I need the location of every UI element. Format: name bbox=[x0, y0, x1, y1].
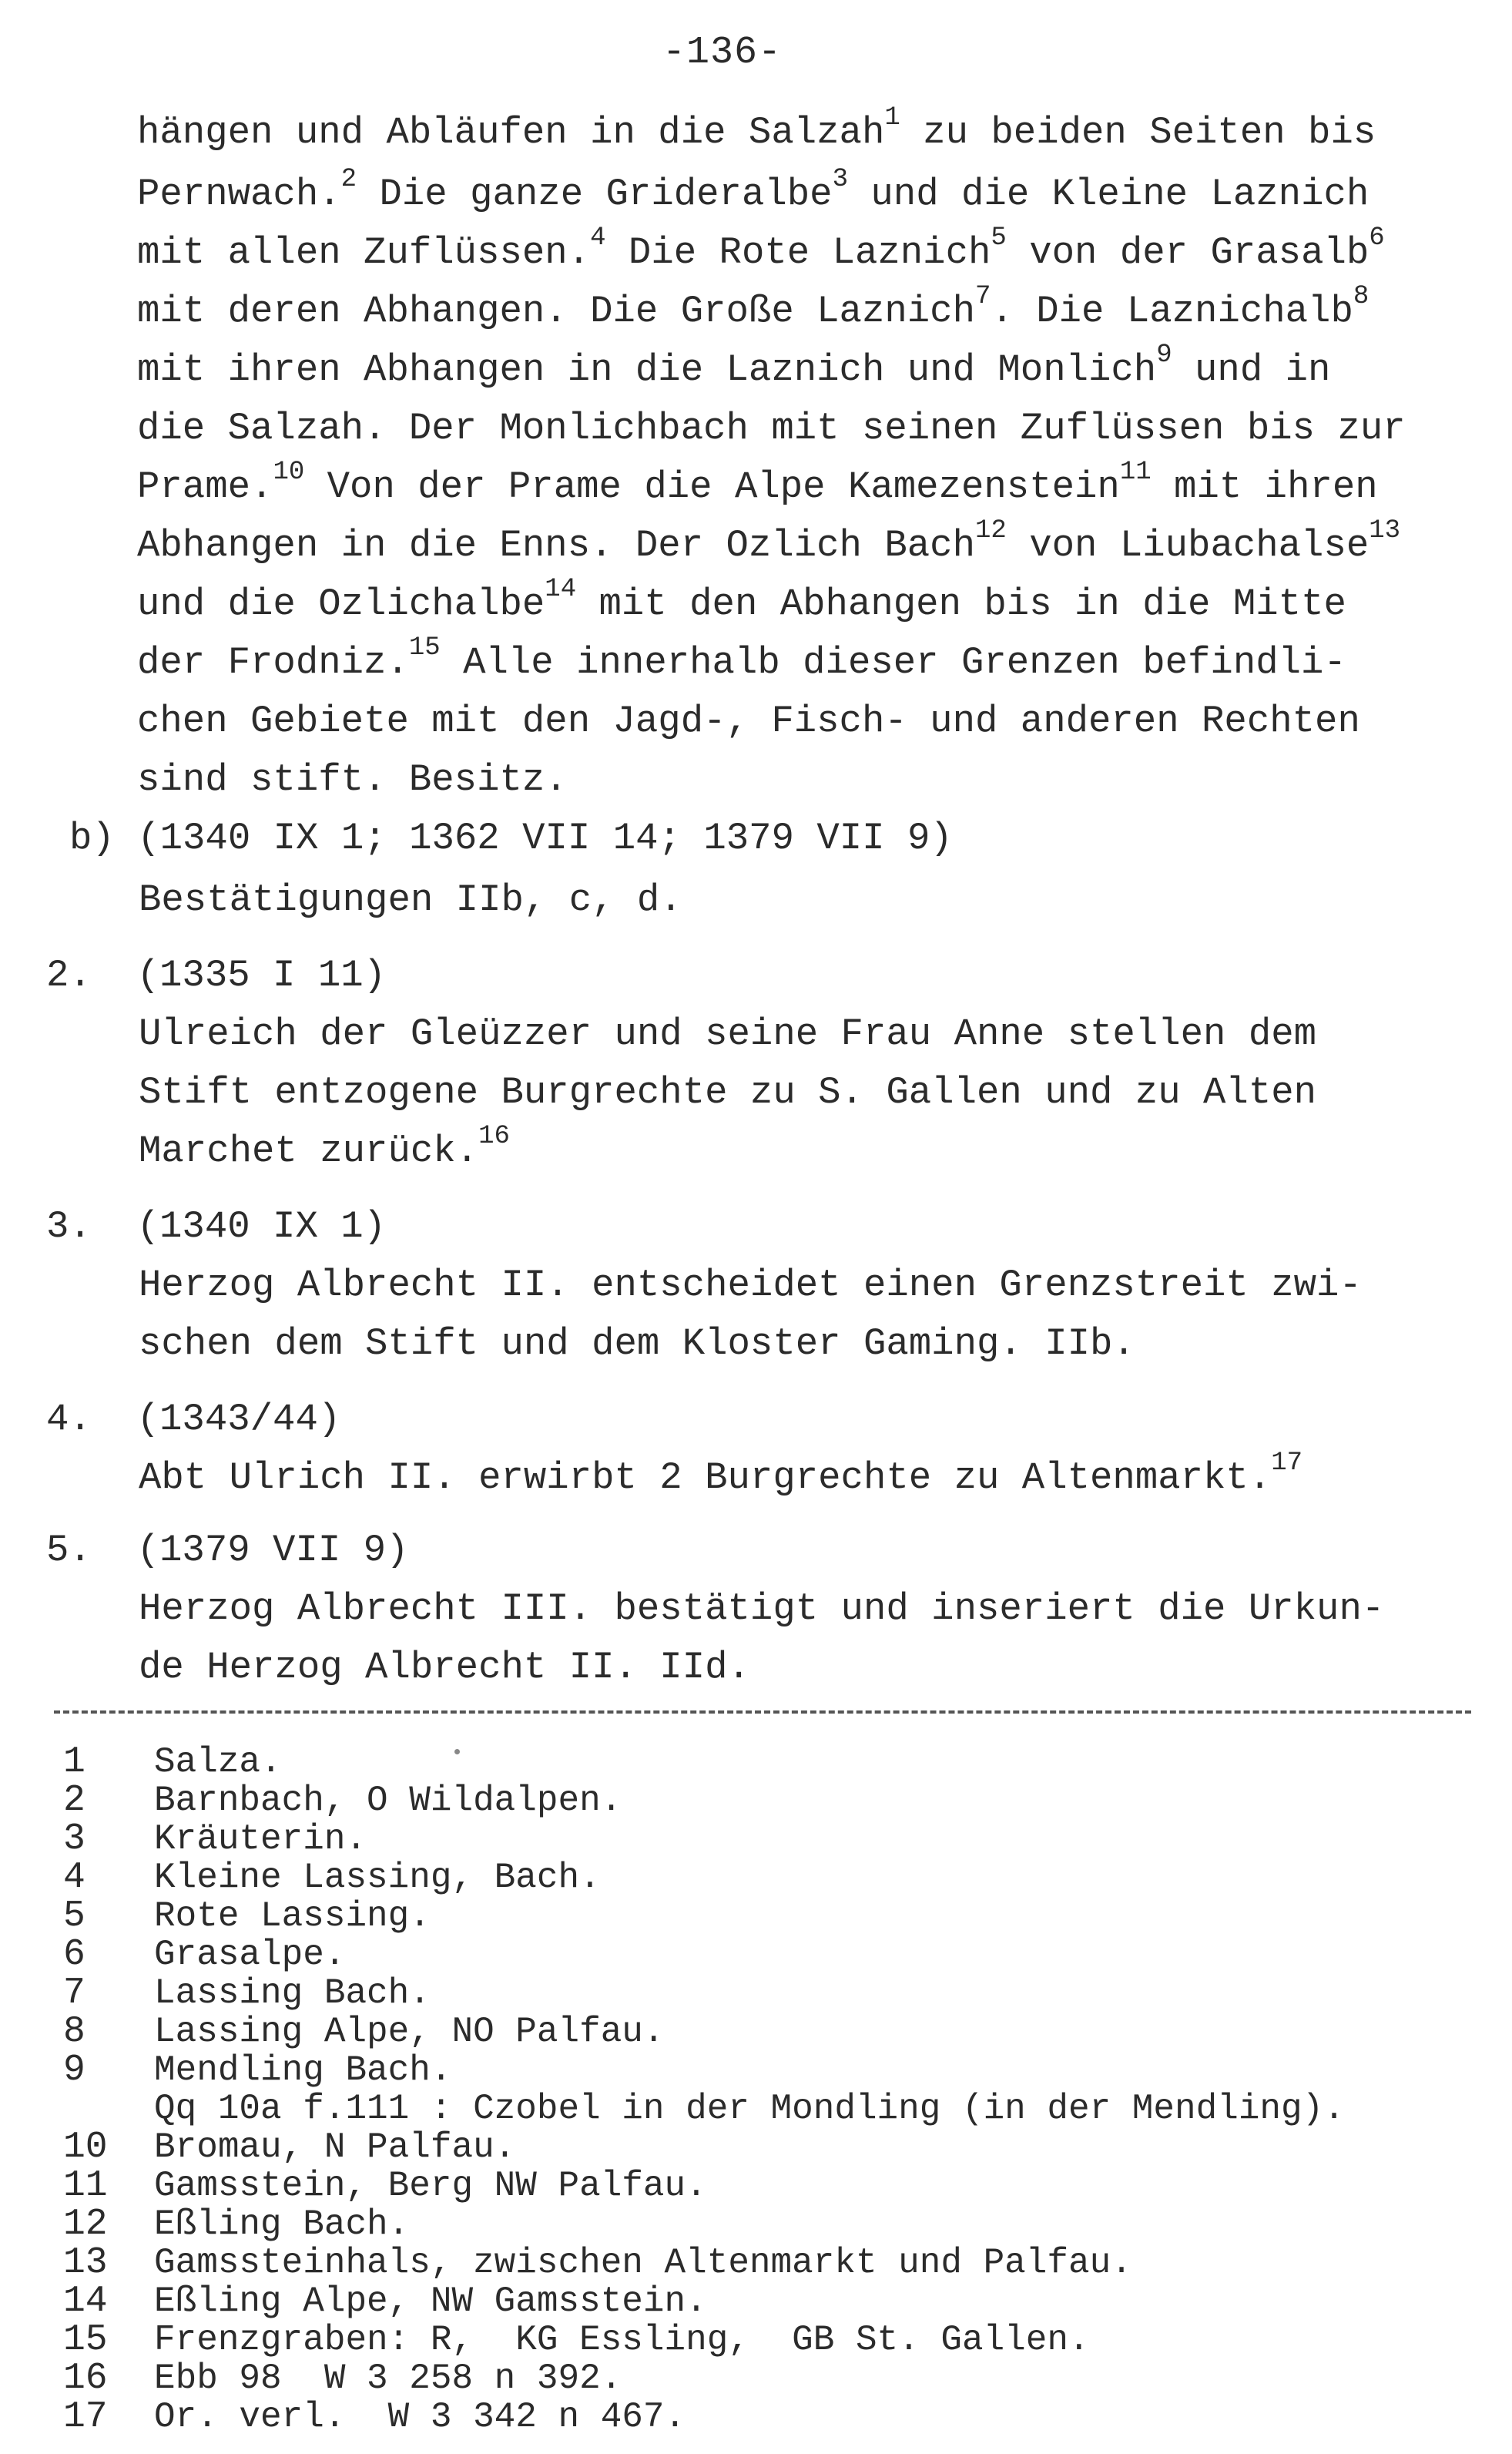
text-line bbox=[139, 1122, 510, 1174]
text-run: zu beiden Seiten bis bbox=[900, 111, 1376, 154]
text-line bbox=[46, 1396, 340, 1442]
footnote-number: 2 bbox=[63, 1780, 85, 1821]
footnote-text: Grasalpe. bbox=[154, 1935, 346, 1975]
footnote-number: 9 bbox=[63, 2049, 85, 2091]
text-run: Herzog Albrecht II. entscheidet einen Grenzstreit zwi- bbox=[139, 1264, 1362, 1307]
text-line bbox=[137, 341, 1331, 393]
text-run: und die Ozlichalbe bbox=[137, 582, 545, 626]
footnote-number: 4 bbox=[63, 1857, 85, 1898]
text-run: b) (1340 IX 1; 1362 VII 14; 1379 VII 9) bbox=[69, 817, 953, 860]
footnote-number: 6 bbox=[63, 1934, 85, 1976]
footnote-number: 5 bbox=[63, 1895, 85, 1937]
footnote-ref: 17 bbox=[1271, 1449, 1303, 1478]
text-run: hängen und Abläufen in die Salzah bbox=[137, 111, 885, 154]
footnote-text: Eßling Bach. bbox=[154, 2204, 410, 2244]
text-run: mit den Abhangen bis in die Mitte bbox=[576, 582, 1346, 626]
text-run: mit allen Zuflüssen. bbox=[137, 231, 591, 274]
footnote-number: 7 bbox=[63, 1972, 85, 2014]
footnote-text: Mendling Bach. bbox=[154, 2050, 452, 2090]
text-run: von Liubachalse bbox=[1006, 524, 1370, 567]
footnote-text: Kleine Lassing, Bach. bbox=[154, 1858, 601, 1898]
text-run: der Frodniz. bbox=[137, 641, 409, 684]
footnote-text: Kräuterin. bbox=[154, 1819, 367, 1859]
footnote-ref: 8 bbox=[1353, 282, 1370, 311]
footnote-text: Ebb 98 W 3 258 n 392. bbox=[154, 2358, 622, 2399]
footnote-ref: 14 bbox=[545, 575, 577, 604]
text-run: Marchet zurück. bbox=[139, 1130, 479, 1173]
text-run: 4. (1343/44) bbox=[46, 1398, 341, 1441]
text-line bbox=[137, 698, 1360, 744]
page-number: -136- bbox=[662, 31, 783, 75]
text-line bbox=[137, 282, 1370, 334]
footnote-ref: 16 bbox=[478, 1122, 510, 1151]
footnote-ref: 7 bbox=[974, 282, 991, 311]
footnote-ref: 12 bbox=[974, 516, 1007, 546]
text-line bbox=[137, 516, 1401, 569]
text-run: Alle innerhalb dieser Grenzen befindli- bbox=[440, 641, 1346, 684]
footnote-ref: 9 bbox=[1156, 341, 1172, 370]
text-line bbox=[46, 952, 386, 999]
footnote-ref: 4 bbox=[590, 223, 606, 253]
text-run: von der Grasalb bbox=[1006, 231, 1370, 274]
text-line bbox=[46, 1527, 408, 1573]
text-run: Abhangen in die Enns. Der Ozlich Bach bbox=[137, 524, 975, 567]
text-run: mit ihren Abhangen in die Laznich und Monlich bbox=[137, 348, 1157, 391]
text-line bbox=[139, 1644, 750, 1690]
text-line bbox=[139, 877, 682, 923]
text-run: de Herzog Albrecht II. IId. bbox=[139, 1646, 750, 1689]
text-line bbox=[137, 575, 1346, 627]
footnote-ref: 15 bbox=[408, 633, 441, 663]
footnote-text: Frenzgraben: R, KG Essling, GB St. Gallen. bbox=[154, 2320, 1090, 2360]
text-run: Pernwach. bbox=[137, 173, 341, 216]
footnote-ref: 11 bbox=[1119, 458, 1152, 487]
footnote-text: Or. verl. W 3 342 n 467. bbox=[154, 2397, 686, 2437]
footnote-separator bbox=[54, 1710, 1471, 1714]
text-run: Herzog Albrecht III. bestätigt und inseriert die Urkun- bbox=[139, 1587, 1385, 1630]
text-line bbox=[139, 1321, 1135, 1367]
text-line bbox=[139, 1449, 1303, 1501]
text-line bbox=[139, 1262, 1362, 1308]
text-run: . Die Laznichalb bbox=[991, 290, 1353, 333]
text-line bbox=[139, 1011, 1316, 1057]
text-run: mit ihren bbox=[1151, 465, 1378, 509]
text-line bbox=[137, 757, 568, 803]
footnote-number: 16 bbox=[63, 2358, 108, 2399]
footnote-text: Lassing Bach. bbox=[154, 1973, 431, 2013]
text-run: die Salzah. Der Monlichbach mit seinen Zuflüssen bis zur bbox=[137, 407, 1406, 450]
footnote-text: Qq 10a f.111 : Czobel in der Mondling (in der Mendling). bbox=[154, 2089, 1345, 2129]
footnote-number: 17 bbox=[63, 2396, 108, 2438]
footnote-text: Rote Lassing. bbox=[154, 1896, 431, 1936]
footnote-number: 11 bbox=[63, 2165, 108, 2207]
footnote-text: Eßling Alpe, NW Gamsstein. bbox=[154, 2281, 707, 2321]
text-line bbox=[139, 1586, 1384, 1632]
footnote-number: 8 bbox=[63, 2011, 85, 2053]
paper-speck bbox=[454, 1749, 460, 1754]
text-run: 2. (1335 I 11) bbox=[46, 954, 387, 997]
text-line bbox=[69, 815, 953, 861]
footnote-number: 3 bbox=[63, 1818, 85, 1860]
footnote-ref: 5 bbox=[991, 223, 1007, 253]
text-line bbox=[137, 165, 1370, 217]
footnote-text: Salza. bbox=[154, 1742, 282, 1782]
footnote-text: Lassing Alpe, NO Palfau. bbox=[154, 2012, 665, 2052]
footnote-text: Bromau, N Palfau. bbox=[154, 2127, 516, 2167]
footnote-ref: 6 bbox=[1369, 223, 1385, 253]
footnote-number: 12 bbox=[63, 2204, 108, 2245]
text-run: 3. (1340 IX 1) bbox=[46, 1205, 387, 1248]
text-line bbox=[46, 1204, 386, 1250]
text-run: und die Kleine Laznich bbox=[847, 173, 1370, 216]
text-run: chen Gebiete mit den Jagd-, Fisch- und anderen Rechten bbox=[137, 700, 1360, 743]
text-run: mit deren Abhangen. Die Große Laznich bbox=[137, 290, 975, 333]
footnote-ref: 13 bbox=[1369, 516, 1401, 546]
text-run: Prame. bbox=[137, 465, 273, 509]
text-line bbox=[137, 458, 1378, 510]
text-line bbox=[137, 405, 1406, 452]
text-run: 5. (1379 VII 9) bbox=[46, 1529, 409, 1572]
footnote-ref: 3 bbox=[832, 165, 848, 194]
text-run: Ulreich der Gleüzzer und seine Frau Anne stellen dem bbox=[139, 1012, 1317, 1056]
text-run: Bestätigungen IIb, c, d. bbox=[139, 878, 682, 922]
footnote-number: 10 bbox=[63, 2127, 108, 2168]
footnote-number: 15 bbox=[63, 2319, 108, 2361]
text-run: und in bbox=[1172, 348, 1331, 391]
footnote-number: 14 bbox=[63, 2281, 108, 2322]
text-line bbox=[137, 223, 1385, 276]
footnote-ref: 1 bbox=[884, 103, 900, 133]
text-line bbox=[139, 1069, 1316, 1116]
text-run: Von der Prame die Alpe Kamezenstein bbox=[304, 465, 1120, 509]
text-run: Stift entzogene Burgrechte zu S. Gallen und zu Alten bbox=[139, 1071, 1317, 1114]
text-line bbox=[137, 103, 1376, 156]
text-run: sind stift. Besitz. bbox=[137, 758, 568, 801]
text-run: schen dem Stift und dem Kloster Gaming. IIb. bbox=[139, 1322, 1135, 1365]
text-run: Die Rote Laznich bbox=[605, 231, 991, 274]
text-run: Abt Ulrich II. erwirbt 2 Burgrechte zu Altenmarkt. bbox=[139, 1456, 1272, 1499]
footnote-text: Gamssteinhals, zwischen Altenmarkt und Palfau. bbox=[154, 2243, 1132, 2283]
text-run: Die ganze Grideralbe bbox=[357, 173, 833, 216]
footnote-ref: 2 bbox=[340, 165, 357, 194]
footnote-ref: 10 bbox=[273, 458, 305, 487]
footnote-text: Barnbach, O Wildalpen. bbox=[154, 1781, 622, 1821]
text-line bbox=[137, 633, 1346, 686]
footnote-number: 13 bbox=[63, 2242, 108, 2284]
footnote-number: 1 bbox=[63, 1741, 85, 1783]
footnote-text: Gamsstein, Berg NW Palfau. bbox=[154, 2166, 707, 2206]
